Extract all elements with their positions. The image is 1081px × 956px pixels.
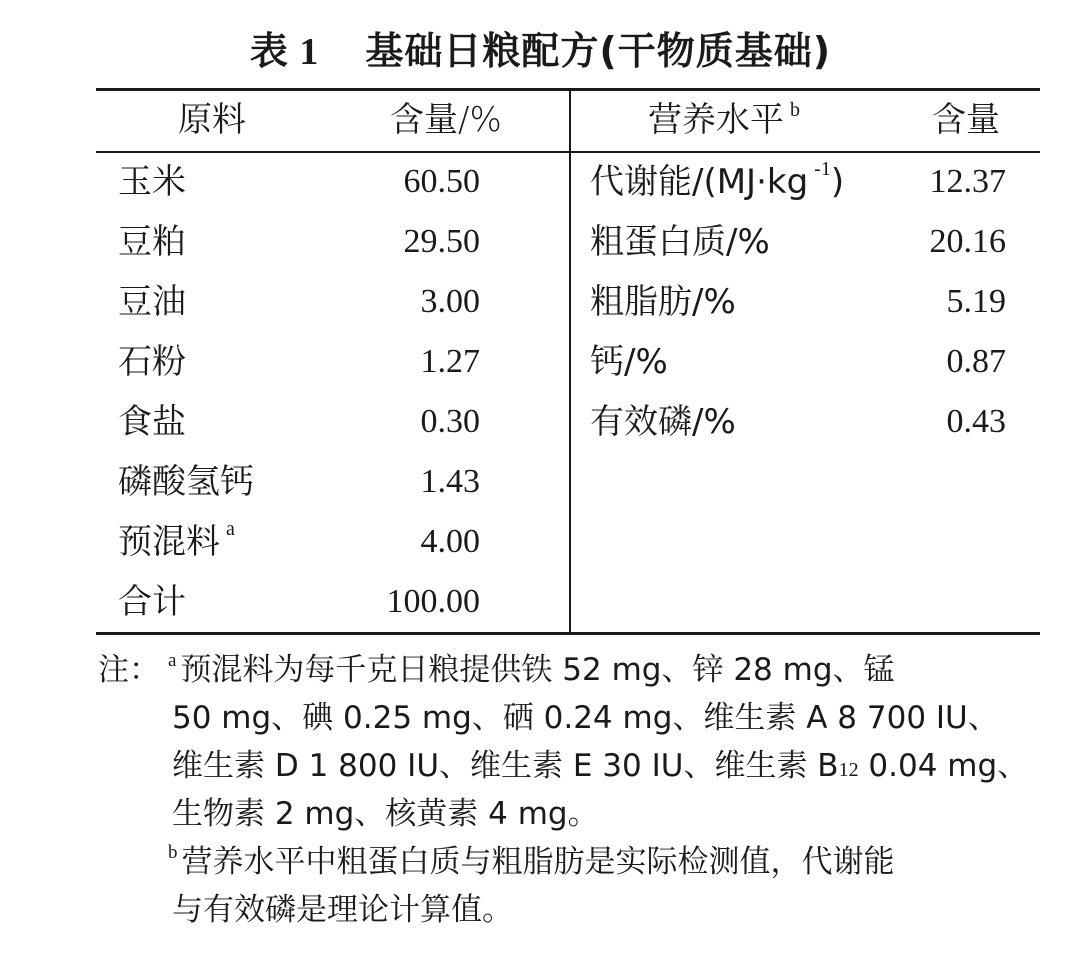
ingredient-name: 合计 xyxy=(118,582,186,622)
table-row xyxy=(96,512,1040,572)
note-a-line-3 xyxy=(172,742,1048,790)
header-value: 含量 xyxy=(932,100,1000,140)
note-a-line-1 xyxy=(168,646,1048,694)
table-row xyxy=(96,152,1040,212)
notes-label: 注： xyxy=(98,652,160,688)
amount-cell: 100.00 xyxy=(386,583,480,620)
table-row xyxy=(96,212,1040,272)
header-nutrient-label: 营养水平 xyxy=(648,100,784,140)
nutrient-name: 有效磷/% xyxy=(590,402,736,442)
nutrient-value-cell: 20.16 xyxy=(929,223,1006,260)
amount-cell: 1.43 xyxy=(420,463,480,500)
ingredient-cell xyxy=(118,392,186,452)
nutrient-unit-exponent: -1 xyxy=(814,158,831,180)
table-row xyxy=(96,272,1040,332)
table-row xyxy=(96,572,1040,632)
note-a-subscript: 12 xyxy=(838,759,859,781)
table-row xyxy=(96,332,1040,392)
nutrient-name: 粗脂肪/% xyxy=(590,282,736,322)
note-b-line-2: 与有效磷是理论计算值。 xyxy=(172,892,513,928)
ingredient-footnote-mark: a xyxy=(226,518,235,540)
nutrient-name: 钙/% xyxy=(590,342,668,382)
note-b-line-1 xyxy=(168,838,1048,886)
table-bottom-rule xyxy=(96,632,1040,635)
ingredient-name: 磷酸氢钙 xyxy=(118,462,254,502)
ingredient-name: 豆油 xyxy=(118,282,186,322)
note-a-text-3: 维生素 D 1 800 IU、维生素 E 30 IU、维生素 B xyxy=(172,748,839,784)
nutrient-value-cell: 5.19 xyxy=(946,283,1006,320)
table-row xyxy=(96,452,1040,512)
amount-cell: 4.00 xyxy=(420,523,480,560)
amount-cell: 60.50 xyxy=(403,163,480,200)
ingredient-name: 玉米 xyxy=(118,162,186,202)
ingredient-cell xyxy=(118,452,254,512)
ingredient-cell xyxy=(118,212,186,272)
note-b-mark: b xyxy=(168,842,178,863)
note-a-text-1: 预混料为每千克日粮提供铁 52 mg、锌 28 mg、锰 xyxy=(180,652,895,688)
table-row xyxy=(96,392,1040,452)
nutrient-value-cell: 0.87 xyxy=(946,343,1006,380)
table-title-text: 基础日粮配方(干物质基础) xyxy=(365,29,832,73)
table-number: 表 1 xyxy=(249,31,320,73)
nutrient-cell xyxy=(590,152,844,212)
header-ingredient: 原料 xyxy=(178,100,246,140)
table-top-rule xyxy=(96,88,1040,91)
nutrient-cell xyxy=(590,212,770,272)
nutrient-value-cell: 0.43 xyxy=(946,403,1006,440)
ingredient-name: 豆粕 xyxy=(118,222,186,262)
nutrient-cell xyxy=(590,272,736,332)
header-nutrient xyxy=(648,95,800,145)
ingredient-name: 石粉 xyxy=(118,342,186,382)
notes-body xyxy=(168,646,1048,934)
nutrient-cell xyxy=(590,392,736,452)
ingredient-cell xyxy=(118,272,186,332)
header-nutrient-footnote-mark: b xyxy=(790,99,800,121)
note-b-text-1: 营养水平中粗蛋白质与粗脂肪是实际检测值，代谢能 xyxy=(181,844,895,880)
ingredient-name: 预混料 xyxy=(118,522,220,562)
nutrient-value-cell: 12.37 xyxy=(929,163,1006,200)
note-a-line-2: 50 mg、碘 0.25 mg、硒 0.24 mg、维生素 A 8 700 IU、 xyxy=(172,700,999,736)
amount-cell: 29.50 xyxy=(403,223,480,260)
amount-cell: 0.30 xyxy=(420,403,480,440)
nutrient-cell xyxy=(590,332,668,392)
table-title xyxy=(0,20,1081,75)
amount-cell: 1.27 xyxy=(420,343,480,380)
ingredient-cell xyxy=(118,572,186,632)
amount-cell: 3.00 xyxy=(420,283,480,320)
note-a-text-3-tail: 0.04 mg、 xyxy=(858,748,1029,784)
ingredient-cell xyxy=(118,152,186,212)
header-amount: 含量/% xyxy=(390,100,502,140)
ingredient-name: 食盐 xyxy=(118,402,186,442)
note-a-line-4: 生物素 2 mg、核黄素 4 mg。 xyxy=(172,796,599,832)
nutrient-unit-tail: ) xyxy=(830,162,845,202)
ingredient-cell xyxy=(118,332,186,392)
note-a-mark: a xyxy=(168,650,177,671)
ingredient-cell xyxy=(118,512,235,572)
nutrient-name: 粗蛋白质/% xyxy=(590,222,770,262)
nutrient-name: 代谢能/(MJ·kg xyxy=(590,162,809,202)
